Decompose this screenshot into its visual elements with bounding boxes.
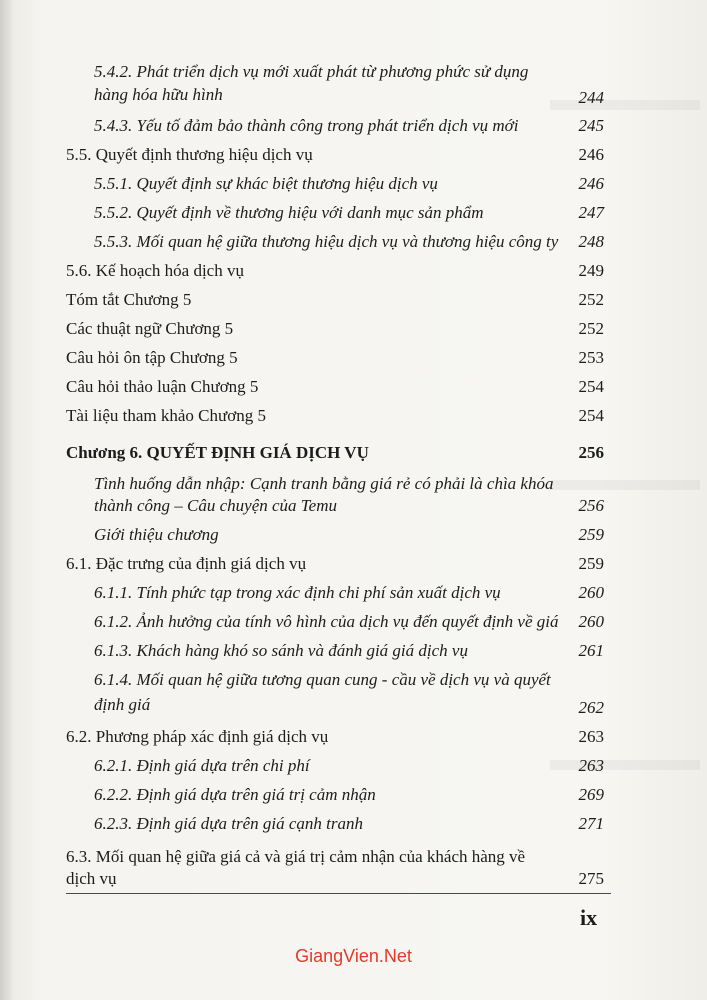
toc-entry-page-number: 260	[578, 583, 604, 602]
toc-entry-title-continued: dịch vụ	[66, 869, 117, 888]
toc-entry-page-number: 256	[578, 496, 604, 515]
toc-entry-title: 6.1.3. Khách hàng khó so sánh và đánh giá giá dịch vụ	[94, 641, 468, 660]
toc-entry-title-continued: thành công – Câu chuyện của Temu	[94, 496, 338, 515]
toc-entry-page-number: 254	[578, 406, 604, 425]
toc-entry-title: 5.5. Quyết định thương hiệu dịch vụ	[66, 145, 313, 164]
toc-entry-title: 6.2.2. Định giá dựa trên giá trị cảm nhận	[94, 785, 376, 804]
toc-entry-page-number: 275	[578, 869, 604, 888]
toc-entry-page-number: 259	[578, 554, 604, 573]
toc-entry-title: 6.1.1. Tính phức tạp trong xác định chi phí sản xuất dịch vụ	[94, 583, 501, 602]
toc-entry-page-number: 256	[578, 443, 604, 462]
toc-entry-title: 5.4.2. Phát triển dịch vụ mới xuất phát từ phương phức sử dụng	[94, 62, 529, 81]
toc-entry-page-number: 261	[578, 641, 604, 660]
toc-entry-title: Các thuật ngữ Chương 5	[66, 319, 234, 338]
watermark-text: GiangVien.Net	[295, 946, 412, 966]
toc-entry-page-number: 252	[578, 290, 604, 309]
toc-entry-page-number: 248	[578, 232, 604, 251]
toc-entry-title: Tình huống dẫn nhập: Cạnh tranh bằng giá rẻ có phải là chìa khóa	[94, 474, 554, 493]
toc-entry-title: Giới thiệu chương	[94, 525, 219, 544]
toc-entry-title: Tài liệu tham khảo Chương 5	[66, 406, 266, 425]
toc-entry-title: Tóm tắt Chương 5	[66, 290, 192, 309]
toc-entry-title: 5.6. Kế hoạch hóa dịch vụ	[66, 261, 244, 280]
toc-entry-page-number: 245	[578, 116, 604, 135]
toc-entry-title: Câu hỏi ôn tập Chương 5	[66, 348, 238, 367]
toc-entry-page-number: 263	[578, 756, 604, 775]
toc-entry-title: 5.5.1. Quyết định sự khác biệt thương hiệu dịch vụ	[94, 174, 438, 193]
toc-entry-title-continued: hàng hóa hữu hình	[94, 85, 223, 104]
toc-entry-title: 6.1.2. Ảnh hưởng của tính vô hình của dịch vụ đến quyết định về giá	[94, 612, 559, 631]
toc-entry-page-number: 253	[578, 348, 604, 367]
toc-entry-title: 6.2. Phương pháp xác định giá dịch vụ	[66, 727, 329, 746]
toc-entry-page-number: 246	[578, 145, 604, 164]
toc-entry-page-number: 260	[578, 612, 604, 631]
toc-entry-title: 6.2.3. Định giá dựa trên giá cạnh tranh	[94, 814, 363, 833]
toc-entry-page-number: 244	[578, 88, 604, 107]
toc-entry-title: 5.4.3. Yếu tố đảm bảo thành công trong phát triển dịch vụ mới	[94, 116, 519, 135]
toc-entry-page-number: 246	[578, 174, 604, 193]
toc-entry-title: 5.5.3. Mối quan hệ giữa thương hiệu dịch vụ và thương hiệu công ty	[94, 232, 559, 251]
toc-entry-title: 6.1.4. Mối quan hệ giữa tương quan cung - cầu về dịch vụ và quyết	[94, 670, 551, 689]
toc-entry-title-continued: định giá	[94, 695, 151, 714]
toc-entry-title: 6.3. Mối quan hệ giữa giá cả và giá trị cảm nhận của khách hàng về	[66, 847, 526, 866]
page-number-roman: ix	[580, 905, 598, 930]
footer-rule	[66, 893, 611, 894]
toc-entry-title: 6.1. Đặc trưng của định giá dịch vụ	[66, 554, 307, 573]
toc-entry-page-number: 259	[578, 525, 604, 544]
toc-entry-title: Câu hỏi thảo luận Chương 5	[66, 377, 259, 396]
toc-entry-page-number: 249	[578, 261, 604, 280]
toc-entry-page-number: 252	[578, 319, 604, 338]
toc-entry-page-number: 263	[578, 727, 604, 746]
toc-entry-page-number: 254	[578, 377, 604, 396]
toc-entry-page-number: 247	[578, 203, 604, 222]
toc-entry-page-number: 269	[578, 785, 604, 804]
toc-entry-title: 6.2.1. Định giá dựa trên chi phí	[94, 756, 310, 775]
toc-entry-title: 5.5.2. Quyết định về thương hiệu với danh mục sản phẩm	[94, 203, 484, 222]
toc-entry-page-number: 262	[578, 698, 604, 717]
toc-entry-page-number: 271	[578, 814, 604, 833]
toc-entry-title: Chương 6. QUYẾT ĐỊNH GIÁ DỊCH VỤ	[66, 443, 369, 462]
